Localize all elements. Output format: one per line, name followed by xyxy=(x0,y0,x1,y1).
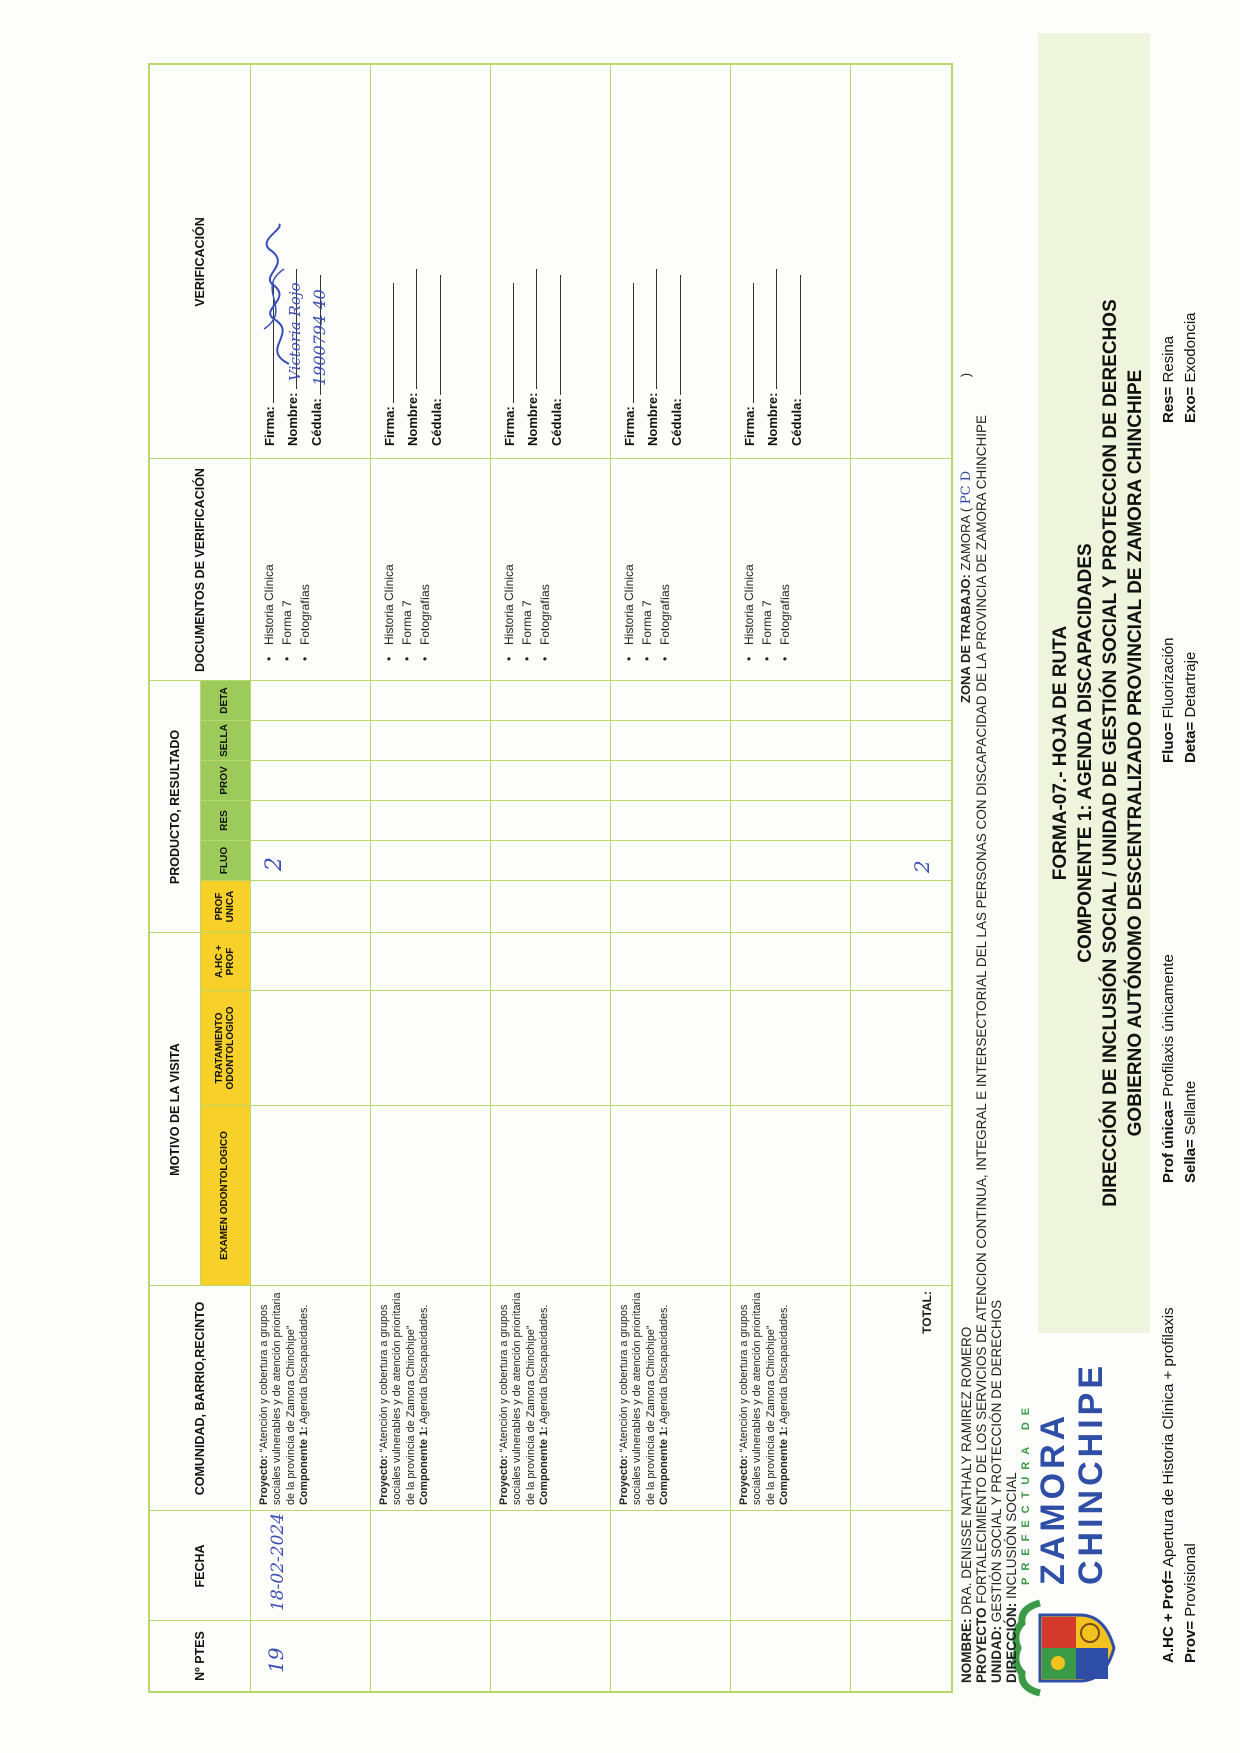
col-divider xyxy=(150,458,951,459)
doc-item: • Forma 7 xyxy=(758,564,776,661)
row-documentos-list xyxy=(500,564,554,661)
provincial-crest-icon xyxy=(1010,1593,1120,1703)
verif-firma xyxy=(498,269,521,446)
header-line-1: GOBIERNO AUTÓNOMO DESCENTRALIZADO PROVINCIAL DE ZAMORA CHINCHIPE xyxy=(1125,369,1146,1137)
id-line[interactable] xyxy=(666,275,681,395)
row-componente-label: Componente 1: xyxy=(777,1426,790,1505)
zona-value: ZAMORA ( xyxy=(958,507,973,571)
verif-nombre xyxy=(761,269,784,446)
row-proyecto-label: Proyecto: xyxy=(738,1455,750,1505)
row-divider xyxy=(370,65,371,1691)
meta-direccion xyxy=(1004,1472,1019,1683)
col-header-n-ptes: Nº PTES xyxy=(193,1631,207,1681)
legend-exo-key: Exo= xyxy=(1182,386,1199,423)
col-divider xyxy=(200,840,951,841)
legend-res-value: Resina xyxy=(1160,335,1177,383)
row1-fecha-handwritten: 18-02-2024 xyxy=(268,1512,288,1611)
verif-firma-label: Firma: xyxy=(382,406,397,446)
verif-nombre-label: Nombre: xyxy=(765,392,781,446)
verif-firma xyxy=(738,269,761,446)
sub-fluo: FLUO xyxy=(201,841,250,880)
signature-line[interactable] xyxy=(739,283,754,403)
meta-nombre-value: DRA. DENISSE NATHALY RAMIREZ ROMERO xyxy=(959,1326,974,1615)
name-line[interactable] xyxy=(522,269,537,389)
row-proyecto-body: “Atención y cobertura a grupos sociales vulnerables y de atención prioritaria de la provincia de Zamora Chinchipe” xyxy=(618,1292,657,1505)
legend-deta-value: Detartraje xyxy=(1182,651,1199,718)
col-divider xyxy=(200,990,951,991)
sub-ahc-prof: A.HC + PROF xyxy=(201,933,250,990)
verif-nombre xyxy=(401,269,424,446)
row1-cedula-handwritten: 1900794 40 xyxy=(310,289,329,386)
sub-prof-unica: PROF UNICA xyxy=(201,881,250,932)
row-divider xyxy=(730,65,731,1691)
legend-prof-value: Profilaxis únicamente xyxy=(1160,954,1177,1097)
verif-nombre-label: Nombre: xyxy=(285,392,301,446)
legend-prof xyxy=(1160,954,1177,1183)
legend-deta xyxy=(1182,652,1199,763)
zona-label: ZONA DE TRABAJO: xyxy=(958,574,973,703)
col-divider xyxy=(200,760,951,761)
col-header-documentos: DOCUMENTOS DE VERIFICACIÓN xyxy=(193,468,207,672)
id-line[interactable] xyxy=(426,275,441,395)
total-fluo-handwritten: 2 xyxy=(910,860,934,873)
zona-handwritten: PC D xyxy=(959,470,974,505)
header-line-4: FORMA-07.- HOJA DE RUTA xyxy=(1050,625,1071,881)
row-proyecto-label: Proyecto: xyxy=(258,1455,270,1505)
row-verificacion-block xyxy=(378,269,448,446)
row1-fluo-handwritten: 2 xyxy=(262,857,287,871)
legend-ahc xyxy=(1160,1307,1177,1663)
meta-proyecto-value: FORTALECIMIENTO DE LOS SERVICIOS DE ATENCION CONTINUA, INTEGRAL E INTERSECTORIAL DEL LAS PERSONAS CON DISCAPACIDAD DE LA PROVINCIA DE ZAMORA CHINCHIPE xyxy=(974,414,989,1604)
doc-item: • Historia Clínica xyxy=(260,564,278,661)
row-documentos-list xyxy=(740,564,794,661)
verif-firma-label: Firma: xyxy=(262,406,277,446)
row-componente-body: Agenda Discapacidades. xyxy=(417,1304,430,1425)
verif-nombre-label: Nombre: xyxy=(645,392,661,446)
legend-sella-key: Sella= xyxy=(1182,1139,1199,1183)
signature-line[interactable] xyxy=(379,283,394,403)
verif-cedula xyxy=(425,269,448,446)
doc-item: • Forma 7 xyxy=(638,564,656,661)
name-line[interactable] xyxy=(762,269,777,389)
doc-item: • Forma 7 xyxy=(278,564,296,661)
logo-text-zamora: ZAMORA xyxy=(1034,1411,1072,1585)
col-divider xyxy=(150,1620,951,1621)
header-line-3: COMPONENTE 1: AGENDA DISCAPACIDADES xyxy=(1075,543,1096,963)
verif-firma-label: Firma: xyxy=(742,406,757,446)
row-componente-label: Componente 1: xyxy=(297,1426,310,1505)
verif-nombre xyxy=(641,269,664,446)
sub-examen-odontologico: EXAMEN ODONTOLOGICO xyxy=(201,1106,250,1285)
header-line-2: DIRECCIÓN DE INCLUSIÓN SOCIAL / UNIDAD DE GESTIÓN SOCIAL Y PROTECCION DE DERECHOS xyxy=(1100,299,1121,1207)
row-comunidad-text xyxy=(738,1291,791,1505)
col-divider xyxy=(150,932,951,933)
signature-line[interactable] xyxy=(499,283,514,403)
col-divider xyxy=(150,1510,951,1511)
meta-proyecto-label: PROYECTO xyxy=(974,1607,989,1683)
legend-prov-key: Prov= xyxy=(1182,1620,1199,1663)
row-verificacion-block xyxy=(618,269,688,446)
row-componente-label: Componente 1: xyxy=(417,1426,430,1505)
doc-item: • Forma 7 xyxy=(518,564,536,661)
name-line[interactable] xyxy=(402,269,417,389)
verif-firma-label: Firma: xyxy=(622,406,637,446)
meta-unidad xyxy=(989,1300,1004,1683)
doc-item: • Fotografías xyxy=(416,564,434,661)
row-divider xyxy=(850,65,851,1691)
row-proyecto-label: Proyecto: xyxy=(618,1455,630,1505)
doc-item: • Fotografías xyxy=(536,564,554,661)
verif-firma xyxy=(378,269,401,446)
col-divider xyxy=(200,720,951,721)
verif-firma-label: Firma: xyxy=(502,406,517,446)
legend-prof-key: Prof única= xyxy=(1160,1100,1177,1183)
legend-res-key: Res= xyxy=(1160,386,1177,423)
legend-fluo-key: Fluo= xyxy=(1160,722,1177,763)
verif-nombre-label: Nombre: xyxy=(525,392,541,446)
doc-item: • Historia Clínica xyxy=(500,564,518,661)
row-proyecto-body: “Atención y cobertura a grupos sociales vulnerables y de atención prioritaria de la provincia de Zamora Chinchipe” xyxy=(378,1292,417,1505)
legend-fluo xyxy=(1160,638,1177,763)
row1-nombre-handwritten: Victoria Rojo xyxy=(286,282,304,381)
doc-item: • Fotografías xyxy=(296,564,314,661)
col-divider xyxy=(200,880,951,881)
zona-close: ) xyxy=(958,372,973,378)
doc-item: • Historia Clínica xyxy=(620,564,638,661)
verif-cedula xyxy=(545,269,568,446)
col-header-comunidad: COMUNIDAD, BARRIO,RECINTO xyxy=(193,1301,207,1496)
row-documentos-list xyxy=(620,564,674,661)
meta-direccion-label: DIRECCIÓN: xyxy=(1004,1602,1019,1683)
col-header-fecha: FECHA xyxy=(193,1544,207,1588)
meta-nombre xyxy=(959,1327,974,1683)
doc-item: • Historia Clínica xyxy=(740,564,758,661)
logo-text-chinchipe: CHINCHIPE xyxy=(1072,1361,1110,1585)
row-comunidad-text xyxy=(498,1291,551,1505)
row-componente-body: Agenda Discapacidades. xyxy=(777,1304,790,1425)
row-componente-body: Agenda Discapacidades. xyxy=(537,1304,550,1425)
row-proyecto-body: “Atención y cobertura a grupos sociales vulnerables y de atención prioritaria de la provincia de Zamora Chinchipe” xyxy=(738,1292,777,1505)
sub-sella: SELLA xyxy=(201,721,250,760)
verif-cedula-label: Cédula: xyxy=(428,398,444,446)
header-bottom-line xyxy=(250,65,251,1691)
signature-line[interactable] xyxy=(619,283,634,403)
zona-trabajo xyxy=(958,373,974,703)
meta-unidad-value: GESTIÓN SOCIAL Y PROTECCIÓN DE DERECHOS xyxy=(989,1299,1004,1623)
sub-tratamiento-odontologico: TRATAMIENTO ODONTOLOGICO xyxy=(201,991,250,1105)
verif-cedula-label: Cédula: xyxy=(308,398,324,446)
verif-cedula-label: Cédula: xyxy=(668,398,684,446)
logo-small-text: PREFECTURA DE xyxy=(1020,1400,1032,1585)
id-line[interactable] xyxy=(546,275,561,395)
total-label: TOTAL: xyxy=(920,1291,934,1334)
sub-deta: DETA xyxy=(201,681,250,720)
legend-exo xyxy=(1182,312,1199,423)
verif-nombre xyxy=(521,269,544,446)
doc-item: • Historia Clínica xyxy=(380,564,398,661)
row-documentos-list xyxy=(260,564,314,661)
legend-ahc-key: A.HC + Prof= xyxy=(1160,1570,1177,1663)
doc-item: • Forma 7 xyxy=(398,564,416,661)
sub-prov: PROV xyxy=(201,761,250,800)
legend-exo-value: Exodoncia xyxy=(1182,312,1199,383)
row-verificacion-block xyxy=(498,269,568,446)
col-divider xyxy=(150,680,951,681)
row-componente-label: Componente 1: xyxy=(537,1426,550,1505)
legend-fluo-value: Fluorización xyxy=(1160,637,1177,719)
legend-ahc-value: Apertura de Historia Clínica + profilaxis xyxy=(1160,1307,1177,1568)
legend-prov-value: Provisional xyxy=(1182,1543,1199,1617)
row-comunidad-text xyxy=(258,1291,311,1505)
verif-cedula-label: Cédula: xyxy=(548,398,564,446)
legend-prov xyxy=(1182,1543,1199,1663)
legend-sella-value: Sellante xyxy=(1182,1080,1199,1136)
row-componente-body: Agenda Discapacidades. xyxy=(297,1304,310,1425)
id-line[interactable] xyxy=(786,275,801,395)
row-comunidad-text xyxy=(378,1291,431,1505)
prefectura-logo xyxy=(1010,1361,1130,1703)
meta-unidad-label: UNIDAD: xyxy=(989,1626,1004,1683)
row-proyecto-label: Proyecto: xyxy=(498,1455,510,1505)
meta-direccion-value: INCLUSIÓN SOCIAL xyxy=(1004,1472,1019,1599)
legend-sella xyxy=(1182,1081,1199,1183)
row-componente-body: Agenda Discapacidades. xyxy=(657,1304,670,1425)
row-componente-label: Componente 1: xyxy=(657,1426,670,1505)
doc-item: • Fotografías xyxy=(656,564,674,661)
col-divider xyxy=(150,1285,951,1286)
row-divider xyxy=(610,65,611,1691)
doc-item: • Fotografías xyxy=(776,564,794,661)
col-header-producto: PRODUCTO, RESULTADO xyxy=(168,729,182,885)
col-divider xyxy=(200,1105,951,1106)
route-sheet-table xyxy=(148,63,953,1693)
verif-cedula xyxy=(665,269,688,446)
col-divider xyxy=(200,800,951,801)
name-line[interactable] xyxy=(642,269,657,389)
row-proyecto-body: “Atención y cobertura a grupos sociales vulnerables y de atención prioritaria de la provincia de Zamora Chinchipe” xyxy=(258,1292,297,1505)
row-documentos-list xyxy=(380,564,434,661)
row-divider xyxy=(490,65,491,1691)
col-header-verificacion: VERIFICACIÓN xyxy=(193,217,207,307)
verif-firma xyxy=(618,269,641,446)
legend-res xyxy=(1160,336,1177,423)
row-comunidad-text xyxy=(618,1291,671,1505)
row1-n-ptes-handwritten: 19 xyxy=(264,1647,288,1673)
verif-cedula xyxy=(785,269,808,446)
verif-cedula-label: Cédula: xyxy=(788,398,804,446)
meta-nombre-label: NOMBRE: xyxy=(959,1618,974,1683)
verif-nombre-label: Nombre: xyxy=(405,392,421,446)
legend-deta-key: Deta= xyxy=(1182,721,1199,763)
row-verificacion-block xyxy=(738,269,808,446)
row-proyecto-body: “Atención y cobertura a grupos sociales vulnerables y de atención prioritaria de la provincia de Zamora Chinchipe” xyxy=(498,1292,537,1505)
meta-proyecto xyxy=(974,415,989,1683)
row-proyecto-label: Proyecto: xyxy=(378,1455,390,1505)
sub-res: RES xyxy=(201,801,250,840)
col-header-motivo: MOTIVO DE LA VISITA xyxy=(168,1043,182,1176)
